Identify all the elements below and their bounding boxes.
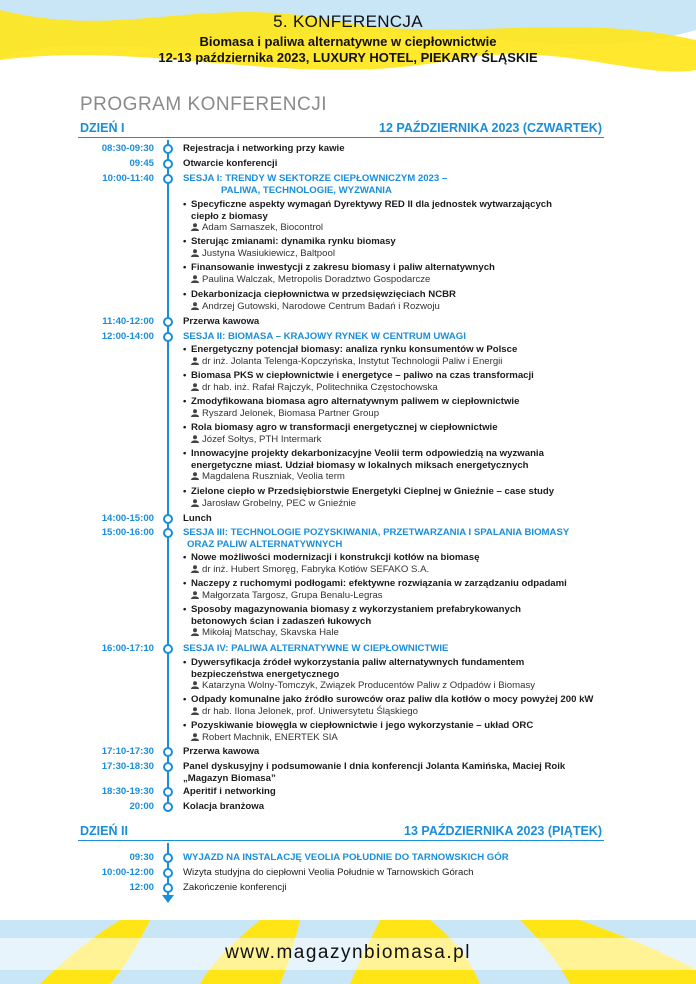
item-time: 08:30-09:30: [101, 143, 154, 154]
talk-title: Innowacyjne projekty dekarbonizacyjne Veolii term odpowiedzią na wyzwania: [191, 448, 544, 459]
day1-timeline: [167, 140, 169, 812]
talk-title-cont: energetyczne miast. Udział biomasy w lokalnych miksach energetycznych: [191, 459, 529, 471]
talk-title: Specyficzne aspekty wymagań Dyrektywy RED II dla jednostek wytwarzających: [191, 199, 552, 210]
talk-title: Nowe możliwości modernizacji i konstrukcji kotłów na biomasę: [191, 552, 480, 563]
talk-title: Sposoby magazynowania biomasy z wykorzystaniem prefabrykowanych: [191, 604, 522, 615]
speaker-name: Katarzyna Wolny-Tomczyk, Związek Producentów Paliw z Odpadów i Biomasy: [202, 680, 536, 692]
person-icon: [191, 357, 199, 365]
item-time: 12:00-14:00: [101, 331, 154, 342]
timeline-dot: [163, 332, 173, 342]
speaker: [183, 301, 603, 313]
item-time: 17:30-18:30: [101, 761, 154, 772]
speaker: [183, 498, 603, 510]
speaker: [183, 680, 603, 692]
speaker-name: Józef Sołtys, PTH Intermark: [202, 433, 322, 445]
item-time: 18:30-19:30: [101, 786, 154, 797]
timeline-dot: [163, 644, 173, 654]
session-title-line: ORAZ PALIW ALTERNATYWNYCH: [187, 538, 343, 550]
speaker-name: dr inż. Jolanta Telenga-Kopczyńska, Instytut Technologii Paliw i Energii: [202, 355, 503, 367]
website-url[interactable]: www.magazynbiomasa.pl: [225, 942, 471, 963]
speaker: [183, 732, 603, 744]
timeline-dot: [163, 528, 173, 538]
item-time: 16:00-17:10: [101, 643, 154, 654]
talk-title-cont: bezpieczeństwa energetycznego: [191, 668, 340, 680]
day1-date: 12 PAŹDZIERNIKA 2023 (CZWARTEK): [379, 121, 602, 135]
item-title: Otwarcie konferencji: [183, 158, 278, 169]
item-title: [183, 761, 603, 784]
conference-subtitle: Biomasa i paliwa alternatywne w ciepłownictwie: [199, 34, 497, 49]
speaker: [183, 382, 603, 394]
item-time: 14:00-15:00: [101, 513, 154, 524]
item-title-line: „Magazyn Biomasa”: [183, 772, 276, 784]
speaker-name: Małgorzata Targosz, Grupa Benalu-Legras: [202, 589, 383, 601]
talk-title: Zmodyfikowana biomasa agro alternatywnym paliwem w ciepłownictwie: [191, 396, 520, 407]
session-title-line: SESJA I: TRENDY W SEKTORZE CIEPŁOWNICZYM 2023 –: [183, 173, 448, 184]
speaker: [183, 274, 603, 286]
speaker-name: Andrzej Gutowski, Narodowe Centrum Badań i Rozwoju: [202, 300, 440, 312]
speaker-name: Adam Sarnaszek, Biocontrol: [202, 222, 324, 234]
timeline-dot: [163, 747, 173, 757]
day2-label: DZIEŃ II: [80, 824, 128, 838]
session-title-line: SESJA III: TECHNOLOGIE POZYSKIWANIA, PRZETWARZANIA I SPALANIA BIOMASY: [183, 527, 570, 538]
session-title: [183, 173, 603, 196]
item-title: Zakończenie konferencji: [183, 882, 287, 893]
speaker-name: dr hab. Ilona Jelonek, prof. Uniwersytetu Śląskiego: [202, 705, 418, 717]
speaker: [183, 408, 603, 420]
talk-title: Sterując zmianami: dynamika rynku biomasy: [191, 236, 396, 247]
timeline-dot: [163, 802, 173, 812]
program-title: PROGRAM KONFERENCJI: [80, 94, 328, 115]
speaker-name: dr inż. Hubert Smoręg, Fabryka Kotłów SEFAKO S.A.: [202, 563, 430, 575]
item-time: 10:00-12:00: [101, 867, 154, 878]
speaker: [183, 356, 603, 368]
timeline-dot: [163, 762, 173, 772]
item-time: 10:00-11:40: [102, 173, 154, 184]
person-icon: [191, 472, 199, 480]
speaker-name: Jarosław Grobelny, PEC w Gnieźnie: [202, 497, 356, 509]
speaker-name: dr hab. inż. Rafał Rajczyk, Politechnika Częstochowska: [202, 381, 438, 393]
speaker-name: Justyna Wasiukiewicz, Baltpool: [202, 247, 335, 259]
person-icon: [191, 707, 199, 715]
item-time: 20:00: [129, 801, 154, 812]
talk-title: Zielone ciepło w Przedsiębiorstwie Energetyki Cieplnej w Gnieźnie – case study: [191, 486, 555, 497]
timeline-dot: [163, 787, 173, 797]
session-title: [183, 527, 603, 550]
speaker: [183, 434, 603, 446]
person-icon: [191, 302, 199, 310]
timeline-dot: [163, 853, 173, 863]
speaker: [183, 627, 603, 639]
item-time: 09:45: [129, 158, 154, 169]
talk-title: Pozyskiwanie biowęgla w ciepłownictwie i jego wykorzystanie – układ ORC: [191, 720, 534, 731]
speaker-name: Magdalena Rusznia​k, Veolia term: [202, 471, 345, 483]
day2-date: 13 PAŹDZIERNIKA 2023 (PIĄTEK): [404, 824, 602, 838]
speaker: [183, 471, 603, 483]
item-title: Przerwa kawowa: [183, 316, 260, 327]
session-title-line: PALIWA, TECHNOLOGIE, WYZWANIA: [221, 184, 392, 196]
speaker-name: Robert Machnik, ENERTEK SIA: [202, 731, 338, 743]
item-time: 15:00-16:00: [101, 527, 154, 538]
person-icon: [191, 409, 199, 417]
talk-title: Finansowanie inwestycji z zakresu biomasy i paliw alternatywnych: [191, 262, 495, 273]
person-icon: [191, 733, 199, 741]
item-title-line: Panel dyskusyjny i podsumowanie I dnia konferencji Jolanta Kamińska, Maciej Roik: [183, 761, 566, 772]
timeline-dot: [163, 317, 173, 327]
speaker: [183, 590, 603, 602]
person-icon: [191, 249, 199, 257]
person-icon: [191, 223, 199, 231]
item-title: Kolacja branżowa: [183, 801, 265, 812]
speaker: [183, 248, 603, 260]
item-time: 12:00: [129, 882, 154, 893]
talk-title: Biomasa PKS w ciepłownictwie i energetyce – paliwo na czas transformacji: [191, 370, 534, 381]
day1-divider: [78, 137, 604, 138]
person-icon: [191, 275, 199, 283]
speaker: [183, 222, 603, 234]
timeline-dot: [163, 868, 173, 878]
item-title: Wizyta studyjna do ciepłowni Veolia Południe w Tarnowskich Górach: [183, 867, 474, 878]
person-icon: [191, 681, 199, 689]
speaker-name: Paulina Walczak, Metropolis Doradztwo Gospodarcze: [202, 273, 431, 285]
speaker: [183, 564, 603, 576]
item-time: 11:40-12:00: [102, 316, 154, 327]
session-title: SESJA II: BIOMASA – KRAJOWY RYNEK W CENTRUM UWAGI: [183, 331, 466, 342]
talk-title: Dekarbonizacja ciepłownictwa w przedsięwzięciach NCBR: [191, 289, 456, 300]
day1-label: DZIEŃ I: [80, 121, 125, 135]
person-icon: [191, 628, 199, 636]
person-icon: [191, 591, 199, 599]
talk-title-cont: ciepło z biomasy: [191, 210, 268, 222]
talk-title: Odpady komunalne jako źródło surowców oraz paliw dla kotłów o mocy powyżej 200 kW: [191, 694, 594, 705]
timeline-dot: [163, 883, 173, 893]
conference-title: 5. KONFERENCJA: [273, 12, 423, 31]
session-title: WYJAZD NA INSTALACJĘ VEOLIA POŁUDNIE DO TARNOWSKICH GÓR: [183, 852, 509, 863]
item-title: Lunch: [183, 513, 212, 524]
timeline-dot: [163, 159, 173, 169]
conference-dates-place: 12-13 października 2023, LUXURY HOTEL, PIEKARY ŚLĄSKIE: [158, 50, 538, 65]
header: [0, 12, 696, 65]
talk-title: Energetyczny potencjał biomasy: analiza rynku konsumentów w Polsce: [191, 344, 518, 355]
person-icon: [191, 435, 199, 443]
talk-title: Dywersyfikacja źródeł wykorzystania paliw alternatywnych fundamentem: [191, 657, 525, 668]
item-title: Rejestracja i networking przy kawie: [183, 143, 345, 154]
arrow-down-icon: [162, 895, 174, 903]
talk-title-cont: betonowych ścian i zadaszeń łukowych: [191, 615, 372, 627]
person-icon: [191, 383, 199, 391]
timeline-dot: [163, 514, 173, 524]
speaker: [183, 706, 603, 718]
item-time: 09:30: [129, 852, 154, 863]
speaker-name: Mikołaj Matschay, Skavska Hale: [202, 627, 339, 639]
person-icon: [191, 565, 199, 573]
person-icon: [191, 499, 199, 507]
item-title: Przerwa kawowa: [183, 746, 260, 757]
day2-divider: [78, 840, 604, 841]
session-title: SESJA IV: PALIWA ALTERNATYWNE W CIEPŁOWNICTWIE: [183, 643, 449, 654]
talk-title: Naczepy z ruchomymi podłogami: efektywne rozwiązania w zarządzaniu odpadami: [191, 578, 567, 589]
item-time: 17:10-17:30: [101, 746, 154, 757]
item-title: Aperitif i networking: [183, 786, 276, 797]
timeline-dot: [163, 174, 173, 184]
timeline-dot: [163, 144, 173, 154]
talk-title: Rola biomasy agro w transformacji energetycznej w ciepłownictwie: [191, 422, 498, 433]
speaker-name: Ryszard Jelonek, Biomasa Partner Group: [202, 407, 380, 419]
